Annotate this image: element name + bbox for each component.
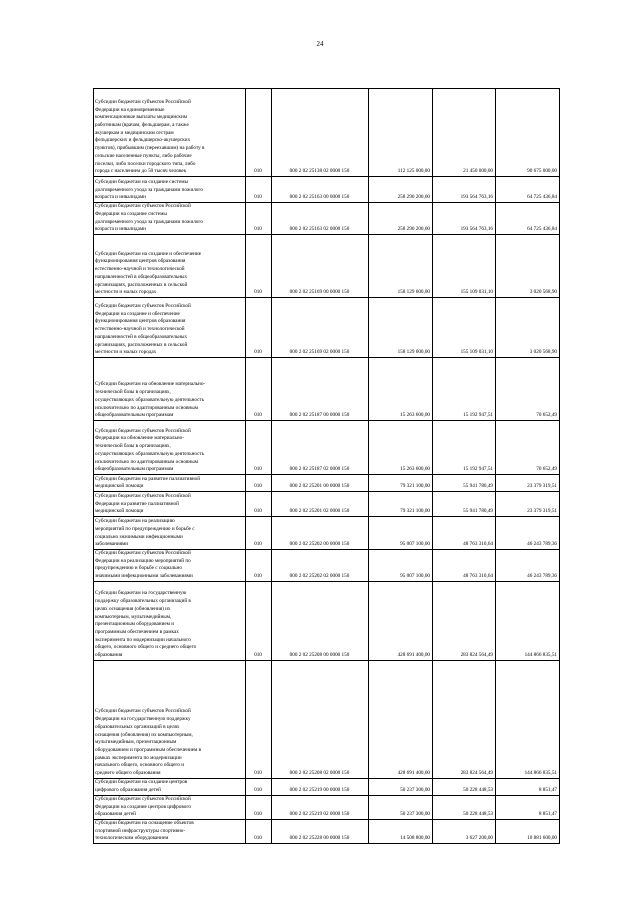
row-name-cell: Субсидии бюджетам субъектов Российской Федерации на государственную поддержку образовательных организаций в целях оснащения (обновления) их компьютерным, мультимедийным, презентационным оборудованием и программным обеспечением в рамках эксперимента по модернизации начального общего, основного общего и среднего общего образования — [94, 660, 246, 778]
row-value-3-cell: 3 020 568,90 — [496, 235, 560, 298]
row-code-cell: 010 — [246, 475, 272, 492]
row-value-3-cell: 70 652,49 — [496, 358, 560, 421]
row-value-1-cell: 428 691 400,00 — [369, 581, 433, 660]
row-name-cell: Субсидии бюджетам на оснащение объектов спортивной инфраструктуры спортивно- технологическим оборудованием — [94, 819, 246, 843]
row-value-2-cell: 55 941 780,49 — [433, 475, 496, 492]
row-value-2-cell: 193 564 763,16 — [433, 177, 496, 203]
row-kbk-cell: 000 2 02 25219 02 0000 150 — [272, 795, 369, 819]
row-kbk-cell: 000 2 02 25202 02 0000 150 — [272, 550, 369, 582]
row-value-2-cell: 21 450 000,00 — [433, 89, 496, 177]
table-row — [94, 475, 560, 492]
row-name-cell: Субсидии бюджетам на создание системы долговременного ухода за гражданами пожилого возраста и инвалидами — [94, 177, 246, 203]
page-number: 24 — [316, 40, 324, 48]
row-value-1-cell: 50 237 300,00 — [369, 778, 433, 795]
row-name-cell: Субсидии бюджетам субъектов Российской Федерации на создание системы долговременного ухода за гражданами пожилого возраста и инвалидами — [94, 203, 246, 235]
row-value-1-cell: 79 321 100,00 — [369, 492, 433, 517]
row-code-cell: 010 — [246, 492, 272, 517]
table-row — [94, 203, 560, 235]
row-value-3-cell: 90 675 000,00 — [496, 89, 560, 177]
row-kbk-cell: 000 2 02 25202 00 0000 150 — [272, 517, 369, 550]
table-row — [94, 550, 560, 582]
row-kbk-cell: 000 2 02 25208 02 0000 150 — [272, 660, 369, 778]
row-value-1-cell: 158 129 600,00 — [369, 298, 433, 358]
row-code-cell: 010 — [246, 358, 272, 421]
row-name-cell: Субсидии бюджетам субъектов Российской Федерации на создание и обеспечение функционирования центров образования естественно-научной и технологической направленностей в общеобразовательных организациях, расположенных в сельской местности и малых городах — [94, 298, 246, 358]
row-code-cell: 010 — [246, 660, 272, 778]
row-kbk-cell: 000 2 02 25138 02 0000 150 — [272, 89, 369, 177]
table-row — [94, 235, 560, 298]
row-value-1-cell: 95 007 100,00 — [369, 517, 433, 550]
row-value-2-cell: 50 228 448,53 — [433, 778, 496, 795]
table-row — [94, 177, 560, 203]
table-row — [94, 358, 560, 421]
row-value-2-cell: 193 564 763,16 — [433, 203, 496, 235]
row-name-cell: Субсидии бюджетам субъектов Российской Федерации на обновление материально- технической базы в организациях, осуществляющих образовательную деятельность исключительно по адаптированным основным общеобразовательным программам — [94, 421, 246, 475]
row-value-1-cell: 14 508 800,00 — [369, 819, 433, 843]
row-kbk-cell: 000 2 02 25228 00 0000 150 — [272, 819, 369, 843]
row-code-cell: 010 — [246, 581, 272, 660]
table-row — [94, 89, 560, 177]
row-value-3-cell: 10 881 600,00 — [496, 819, 560, 843]
row-kbk-cell: 000 2 02 25208 00 0000 150 — [272, 581, 369, 660]
table-row — [94, 492, 560, 517]
row-name-cell: Субсидии бюджетам на государственную поддержку образовательных организаций в целях оснащения (обновления) их компьютерным, мультимедийным, презентационным оборудованием и программным обеспечением в рамках эксперимента по модернизации начального общего, основного общего и среднего общего образования — [94, 581, 246, 660]
table-row — [94, 795, 560, 819]
row-value-2-cell: 48 763 310,64 — [433, 517, 496, 550]
row-value-2-cell: 15 192 947,51 — [433, 358, 496, 421]
row-code-cell: 010 — [246, 550, 272, 582]
row-value-1-cell: 258 290 200,00 — [369, 177, 433, 203]
row-name-cell: Субсидии бюджетам субъектов Российской Федерации на создание центров цифрового образования детей — [94, 795, 246, 819]
row-value-1-cell: 50 237 300,00 — [369, 795, 433, 819]
row-value-1-cell: 112 125 000,00 — [369, 89, 433, 177]
table-row — [94, 581, 560, 660]
row-code-cell: 010 — [246, 298, 272, 358]
row-name-cell: Субсидии бюджетам субъектов Российской Федерации на реализацию мероприятий по предупреждению и борьбе с социально значимыми инфекционными заболеваниями — [94, 550, 246, 582]
row-code-cell: 010 — [246, 235, 272, 298]
table-row — [94, 517, 560, 550]
row-name-cell: Субсидии бюджетам на создание и обеспечение функционирования центров образования естественно-научной и технологической направленностей в общеобразовательных организациях, расположенных в сельской местности и малых городах — [94, 235, 246, 298]
row-value-1-cell: 79 321 100,00 — [369, 475, 433, 492]
row-value-3-cell: 144 866 835,51 — [496, 581, 560, 660]
budget-table — [93, 88, 560, 844]
row-value-2-cell: 155 109 031,10 — [433, 235, 496, 298]
row-code-cell: 010 — [246, 203, 272, 235]
row-name-cell: Субсидии бюджетам на создание центров цифрового образования детей — [94, 778, 246, 795]
row-value-3-cell: 8 851,47 — [496, 778, 560, 795]
table-row — [94, 819, 560, 843]
row-code-cell: 010 — [246, 177, 272, 203]
table-row — [94, 298, 560, 358]
table-row — [94, 660, 560, 778]
row-value-2-cell: 3 627 200,00 — [433, 819, 496, 843]
row-name-cell: Субсидии бюджетам субъектов Российской Федерации на развитие паллиативной медицинской помощи — [94, 492, 246, 517]
row-code-cell: 010 — [246, 517, 272, 550]
row-value-3-cell: 46 243 789,36 — [496, 550, 560, 582]
table-row — [94, 778, 560, 795]
row-name-cell: Субсидии бюджетам на развитие паллиативной медицинской помощи — [94, 475, 246, 492]
row-value-1-cell: 258 290 200,00 — [369, 203, 433, 235]
row-kbk-cell: 000 2 02 25187 02 0000 150 — [272, 421, 369, 475]
row-value-3-cell: 64 725 436,84 — [496, 177, 560, 203]
row-value-3-cell: 64 725 436,84 — [496, 203, 560, 235]
row-name-cell: Субсидии бюджетам на обновление материально- технической базы в организациях, осуществляющих образовательную деятельность исключительно по адаптированным основным общеобразовательным программам — [94, 358, 246, 421]
row-value-1-cell: 15 263 600,00 — [369, 421, 433, 475]
row-code-cell: 010 — [246, 421, 272, 475]
row-kbk-cell: 000 2 02 25169 00 0000 150 — [272, 235, 369, 298]
row-value-3-cell: 23 379 319,51 — [496, 475, 560, 492]
row-name-cell: Субсидии бюджетам субъектов Российской Федерации на единовременные компенсационные выплаты медицинским работникам (врачам, фельдшерам, а также акушеркам и медицинским сестрам фельдшерских и фельдшерско-акушерских пунктов), прибывшим (переехавшим) на работу в сельские населенные пункты, либо рабочие поселки, либо поселки городского типа, либо города с населением до 50 тысяч человек — [94, 89, 246, 177]
row-value-1-cell: 15 263 600,00 — [369, 358, 433, 421]
row-kbk-cell: 000 2 02 25201 02 0000 150 — [272, 492, 369, 517]
row-value-2-cell: 55 941 780,49 — [433, 492, 496, 517]
row-code-cell: 010 — [246, 819, 272, 843]
row-value-2-cell: 15 192 947,51 — [433, 421, 496, 475]
row-value-2-cell: 48 763 310,64 — [433, 550, 496, 582]
row-kbk-cell: 000 2 02 25187 00 0000 150 — [272, 358, 369, 421]
row-code-cell: 010 — [246, 778, 272, 795]
row-value-2-cell: 50 228 448,53 — [433, 795, 496, 819]
row-value-3-cell: 8 851,47 — [496, 795, 560, 819]
row-value-3-cell: 23 379 319,51 — [496, 492, 560, 517]
row-value-1-cell: 158 129 600,00 — [369, 235, 433, 298]
row-kbk-cell: 000 2 02 25163 02 0000 150 — [272, 203, 369, 235]
row-value-3-cell: 46 243 789,36 — [496, 517, 560, 550]
row-value-2-cell: 283 824 564,49 — [433, 660, 496, 778]
row-value-3-cell: 3 020 568,90 — [496, 298, 560, 358]
row-value-2-cell: 155 109 031,10 — [433, 298, 496, 358]
row-value-1-cell: 95 007 100,00 — [369, 550, 433, 582]
row-value-3-cell: 144 866 835,51 — [496, 660, 560, 778]
row-kbk-cell: 000 2 02 25169 02 0000 150 — [272, 298, 369, 358]
row-kbk-cell: 000 2 02 25219 00 0000 150 — [272, 778, 369, 795]
row-kbk-cell: 000 2 02 25201 00 0000 150 — [272, 475, 369, 492]
row-code-cell: 010 — [246, 795, 272, 819]
row-value-3-cell: 70 652,49 — [496, 421, 560, 475]
table-row — [94, 421, 560, 475]
row-code-cell: 010 — [246, 89, 272, 177]
row-name-cell: Субсидии бюджетам на реализацию мероприятий по предупреждению и борьбе с социально значимыми инфекционными заболеваниями — [94, 517, 246, 550]
row-value-1-cell: 428 691 400,00 — [369, 660, 433, 778]
row-kbk-cell: 000 2 02 25163 00 0000 150 — [272, 177, 369, 203]
row-value-2-cell: 283 824 564,49 — [433, 581, 496, 660]
budget-table-body — [94, 89, 560, 844]
